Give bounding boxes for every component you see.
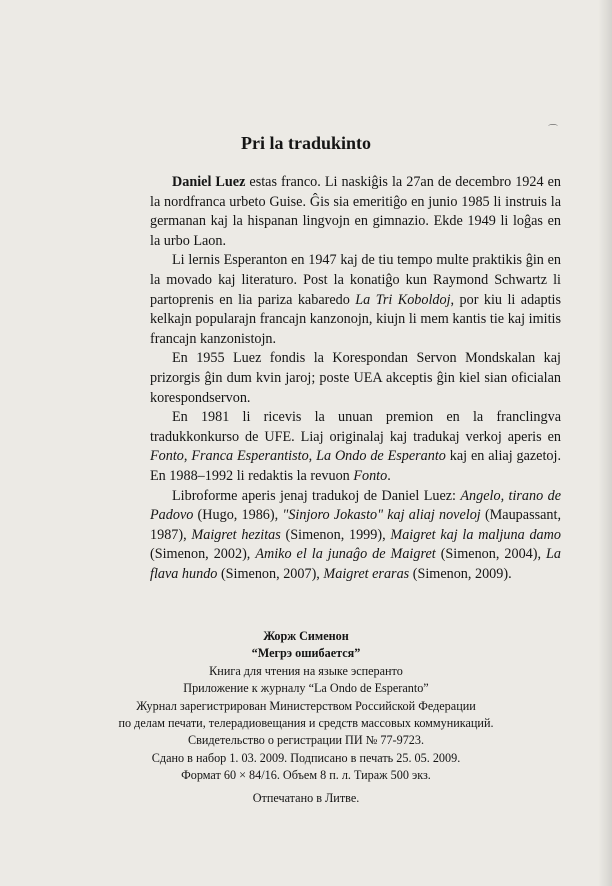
text-run: .	[387, 467, 391, 484]
pencil-mark: ⌒	[548, 125, 558, 136]
colophon	[0, 628, 612, 807]
text-run: ,	[308, 448, 317, 465]
text-run: (Simenon, 2009).	[409, 565, 512, 582]
text-run: (Simenon, 2007),	[217, 565, 324, 582]
paragraph	[150, 487, 561, 585]
italic-title: "Sinjoro Jokasto" kaj aliaj noveloj	[282, 507, 481, 524]
paragraph	[150, 251, 561, 349]
text-run: , por kiu li adaptis kelkajn popularajn francajn kanzonojn, kiujn li mem kantis tie kaj imitis francajn kanzonistojn.	[150, 291, 561, 347]
text-run: En 1981 li ricevis la unuan premion en la franclingva tradukkonkurso de UFE. Liaj originalaj kaj tradukaj verkoj aperis en	[150, 409, 561, 445]
text-run: (Simenon, 2002),	[150, 546, 256, 563]
colophon-line: Формат 60 × 84/16. Объем 8 п. л. Тираж 500 экз.	[181, 768, 431, 783]
italic-title: Maigret eraras	[323, 565, 410, 582]
paragraph	[150, 349, 561, 408]
italic-title: La flava hundo	[150, 546, 561, 582]
italic-title: Franca Esperantisto	[191, 448, 309, 465]
text-run: kaj en aliaj gazetoj. En 1988–1992 li redaktis la revuon	[150, 448, 562, 484]
section-title: Pri la tradukinto	[240, 133, 371, 153]
colophon-line: Свидетельство о регистрации ПИ № 77-9723.	[187, 733, 425, 748]
text-run: (Simenon, 1999),	[280, 526, 391, 543]
bold-name: Daniel Luez	[172, 174, 246, 190]
italic-title: Fonto	[353, 467, 388, 484]
text-run: En 1955 Luez fondis la Korespondan Servon Mondskalan kaj prizorgis ĝin dum kvin jaroj; poste UEA akceptis ĝin kiel sian oficialan korespondservon.	[150, 350, 561, 406]
text-run: (Maupassant, 1987),	[150, 507, 562, 543]
paragraph	[150, 408, 561, 486]
italic-title: La Tri Koboldoj	[355, 291, 451, 308]
colophon-line: по делам печати, телерадиовещания и средств массовых коммуникаций.	[118, 716, 494, 731]
text-run: (Hugo, 1986),	[193, 507, 283, 524]
colophon-line: Журнал зарегистрирован Министерством Российской Федерации	[136, 698, 476, 713]
text-run: estas franco. Li naskiĝis la 27an de decembro 1924 en la nordfranca urbeto Guise. Ĝis sia emeritiĝo en junio 1985 li instruis la germanan kaj la hispanan lingvojn en gimnazio. Ekde 1949 li loĝas en la urbo Laon.	[150, 174, 562, 249]
text-run: Li lernis Esperanton en 1947 kaj de tiu tempo multe praktikis ĝin en la movado kaj literaturo. Post la konatiĝo kun Raymond Schwartz li partoprenis en lia pariza kabaredo	[150, 252, 561, 308]
colophon-book-title: “Мегрэ ошибается”	[251, 646, 361, 661]
italic-title: La Ondo de Esperanto	[316, 448, 446, 465]
italic-title: Angelo, tirano de Padovo	[150, 487, 561, 524]
body-text	[150, 173, 561, 584]
italic-title: Maigret kaj la maljuna damo	[390, 526, 561, 543]
italic-title: Amiko el la junaĝo de Maigret	[255, 546, 436, 563]
colophon-line: Приложение к журналу “La Ondo de Esperanto”	[183, 681, 429, 696]
text-run: (Simenon, 2004),	[435, 546, 547, 563]
colophon-author: Жорж Сименон	[263, 629, 349, 643]
text-run: ,	[183, 448, 192, 465]
italic-title: Fonto	[150, 448, 184, 465]
colophon-line: Сдано в набор 1. 03. 2009. Подписано в печать 25. 05. 2009.	[151, 750, 461, 765]
italic-title: Maigret hezitas	[191, 526, 281, 543]
colophon-line: Отпечатано в Литве.	[252, 790, 360, 805]
colophon-line: Книга для чтения на языке эсперанто	[209, 663, 403, 678]
text-run: Libroforme aperis jenaj tradukoj de Daniel Luez:	[172, 487, 461, 504]
paragraph	[150, 173, 561, 251]
